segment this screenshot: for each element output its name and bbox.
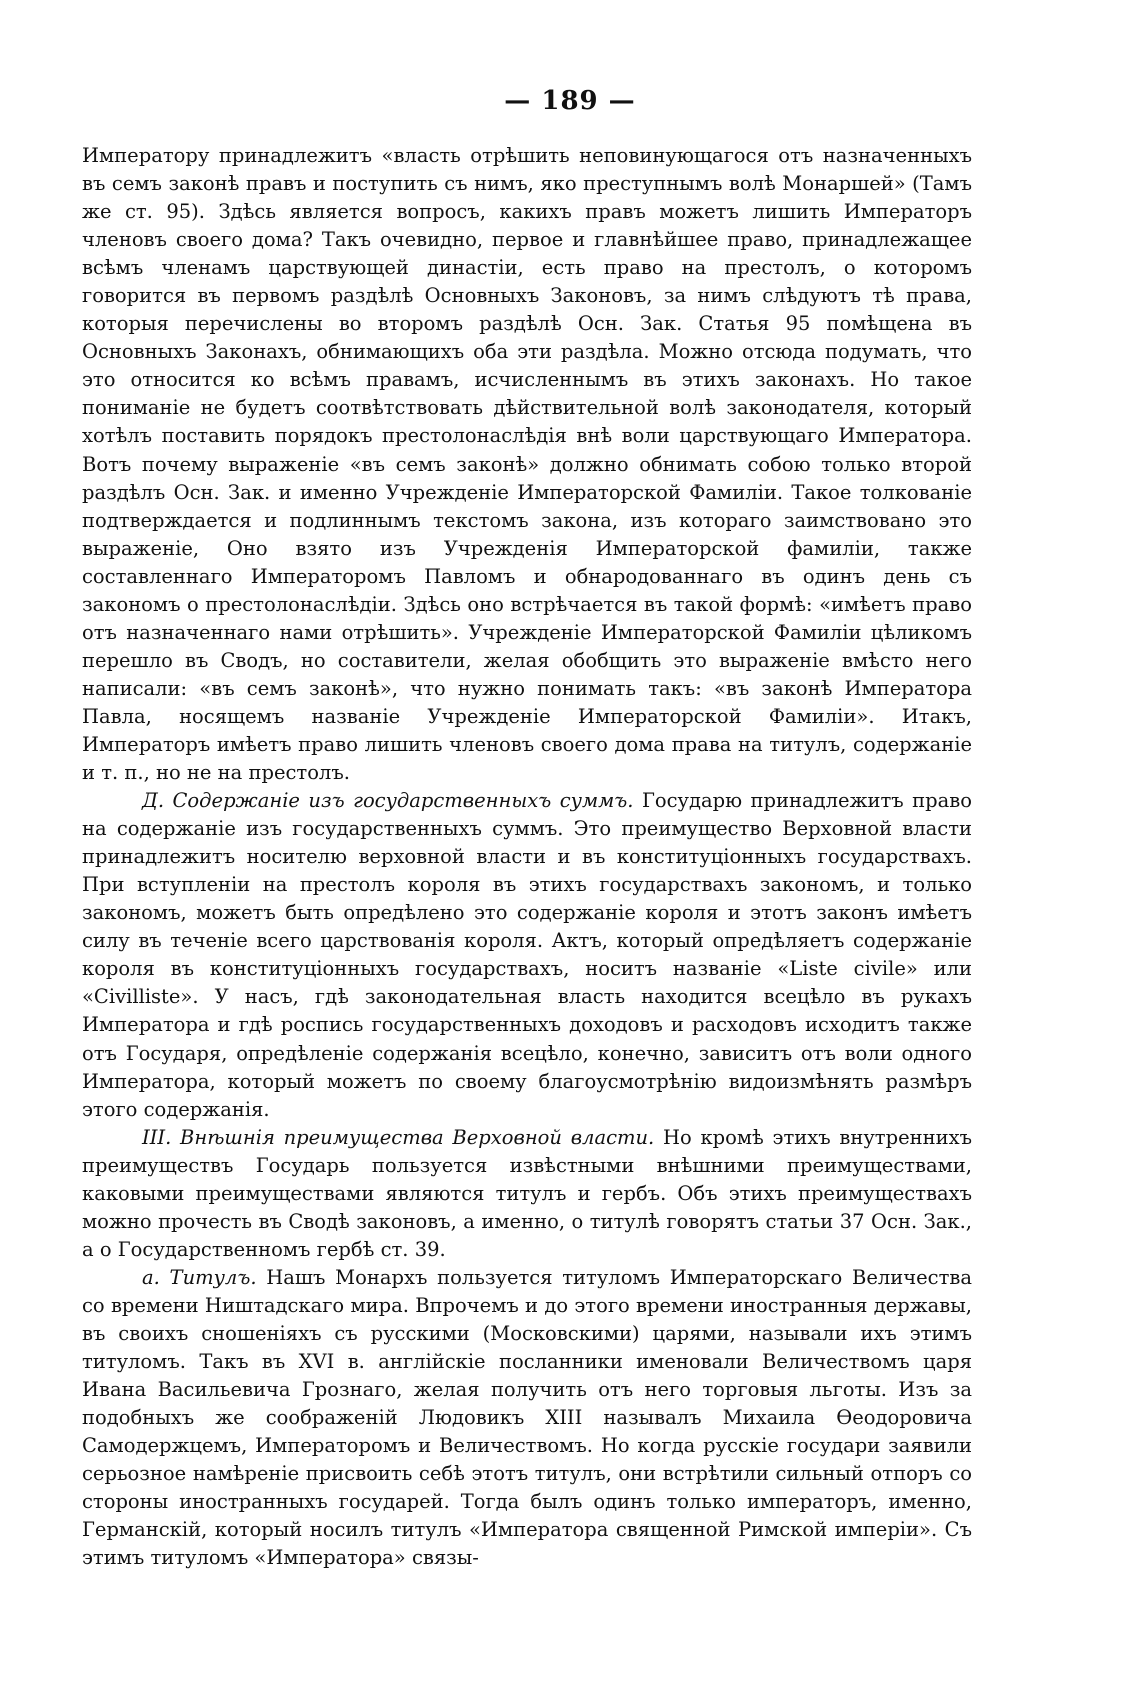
body-text — [82, 142, 972, 1572]
paragraph — [82, 1264, 972, 1573]
paragraph-text: Государю принадлежитъ право на содержаніе изъ государственныхъ суммъ. Это преимущество Верховной власти принадлежитъ носителю верховной власти и въ конституціонныхъ государствахъ. При вступленіи на престолъ короля въ этихъ государствахъ закономъ, и только закономъ, можетъ быть опредѣлено это содержаніе короля и этотъ законъ имѣетъ силу въ теченіе всего царствованія короля. Актъ, который опредѣляетъ содержаніе короля въ конституціонныхъ государствахъ, носитъ названіе «Liste civile» или «Civilliste». У насъ, гдѣ законодательная власть находится всецѣло въ рукахъ Императора и гдѣ роспись государственныхъ доходовъ и расходовъ исходитъ также отъ Государя, опредѣленіе содержанія всецѣло, конечно, зависитъ отъ воли одного Императора, который можетъ по своему благоусмотрѣнію видоизмѣнять размѣръ этого содержанія. — [82, 789, 972, 1121]
section-heading: Д. Содержаніе изъ государственныхъ суммъ. — [142, 789, 634, 813]
paragraph — [82, 1124, 972, 1264]
page-number: — 189 — — [504, 86, 636, 116]
section-heading: III. Внѣшнія преимущества Верховной власти. — [142, 1125, 655, 1149]
paragraph — [82, 142, 972, 787]
paragraph-text: Но кромѣ этихъ внутреннихъ преимуществъ Государь пользуется извѣстными внѣшними преимуществами, каковыми преимуществами являются титулъ и гербъ. Объ этихъ преимуществахъ можно прочесть въ Сводѣ законовъ, а именно, о титулѣ говорятъ статьи 37 Осн. Зак., а о Государственномъ гербѣ ст. 39. — [82, 1125, 973, 1261]
paragraph — [82, 787, 972, 1124]
paragraph-text: Нашъ Монархъ пользуется титуломъ Императорскаго Величества со времени Ништадскаго мира. Впрочемъ и до этого времени иностранныя державы, въ своихъ сношеніяхъ съ русскими (Московскими) царями, называли ихъ этимъ титуломъ. Такъ въ XVI в. англійскіе посланники именовали Величествомъ царя Ивана Васильевича Грознаго, желая получить отъ него торговыя льготы. Изъ за подобныхъ же соображеній Людовикъ XIII называлъ Михаила Ѳеодоровича Самодержцемъ, Императоромъ и Величествомъ. Но когда русскіе государи заявили серьозное намѣреніе присвоить себѣ этотъ титулъ, они встрѣтили сильный отпоръ со стороны иностранныхъ государей. Тогда былъ одинъ только императоръ, именно, Германскій, который носилъ титулъ «Императора священной Римской имперіи». Съ этимъ титуломъ «Императора» связы- — [82, 1265, 972, 1570]
paragraph-text: Императору принадлежитъ «власть отрѣшить неповинующагося отъ назначенныхъ въ семъ законѣ правъ и поступить съ нимъ, яко преступнымъ волѣ Монаршей» (Тамъ же ст. 95). Здѣсь является вопросъ, какихъ правъ можетъ лишить Императоръ членовъ своего дома? Такъ очевидно, первое и главнѣйшее право, принадлежащее всѣмъ членамъ царствующей династіи, есть право на престолъ, о которомъ говорится въ первомъ раздѣлѣ Основныхъ Законовъ, за нимъ слѣдуютъ тѣ права, которыя перечислены во второмъ раздѣлѣ Осн. Зак. Статья 95 помѣщена въ Основныхъ Законахъ, обнимающихъ оба эти раздѣла. Можно отсюда подумать, что это относится ко всѣмъ правамъ, исчисленнымъ въ этихъ законахъ. Но такое пониманіе не будетъ соотвѣтствовать дѣйствительной волѣ законодателя, который хотѣлъ поставить порядокъ престолонаслѣдія внѣ воли царствующаго Императора. Вотъ почему выраженіе «въ семъ законѣ» должно обнимать собою только второй раздѣлъ Осн. Зак. и именно Учрежденіе Императорской Фамиліи. Такое толкованіе подтверждается и подлиннымъ текстомъ закона, изъ котораго заимствовано это выраженіе, Оно взято изъ Учрежденія Императорской фамиліи, также составленнаго Императоромъ Павломъ и обнародованнаго въ одинъ день съ закономъ о престолонаслѣдіи. Здѣсь оно встрѣчается въ такой формѣ: «имѣетъ право отъ назначеннаго нами отрѣшить». Учрежденіе Императорской Фамиліи цѣликомъ перешло въ Сводъ, но составители, желая обобщить это выраженіе вмѣсто него написали: «въ семъ законѣ», что нужно понимать такъ: «въ законѣ Императора Павла, носящемъ названіе Учрежденіе Императорской Фамиліи». Итакъ, Императоръ имѣетъ право лишить членовъ своего дома права на титулъ, содержаніе и т. п., но не на престолъ. — [82, 144, 972, 785]
section-heading: а. Титулъ. — [142, 1265, 257, 1289]
